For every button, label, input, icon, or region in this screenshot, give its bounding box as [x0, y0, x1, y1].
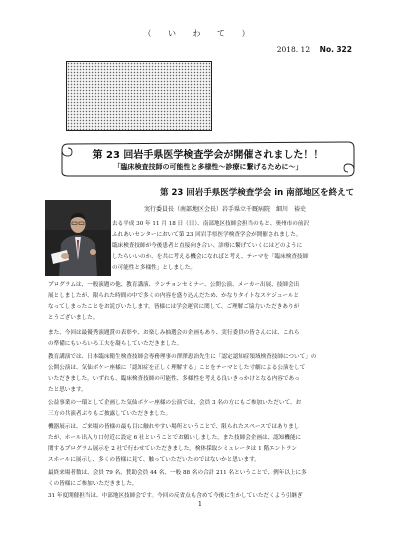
article-title: 第 23 回岩手県医学検査学会 in 南部地区を終えて	[160, 188, 355, 198]
body-line: 去る平成 30 年 11 月 18 日（日）、南部地区技師会担当のもと、奥州市の前沢	[112, 221, 310, 227]
article-author: 実行委員長（南部地区会長）岩手県立千厩病院 細川 裕史	[144, 206, 307, 213]
body-line: 関するプログラム展示を 2 社で行わせていただきました。検体採取シミュレータは 1 階エントラン	[48, 446, 298, 452]
body-line: 教育講演では、日本臨床衛生検査技師会専務理事の澤澤恵治先生に「認定認知症領域検査技師について」の	[48, 354, 317, 360]
body-line: いただきました。いずれも、臨床検査技師の可能性、多様性を考える良いきっかけとなる内容であっ	[48, 376, 300, 382]
body-line: の準備にもいろいろ工夫を凝らしていただきました。	[48, 341, 183, 347]
body-line: ふれあいセンターにおいて第 23 回岩手県医学検査学会が開催されました。	[112, 232, 302, 238]
headline-subtitle: 「臨床検査技師の可能性と多様性～診療に繋げるために～」	[113, 163, 303, 171]
body-line: 公益事業の一環として企画した気仙ボケー座様の公演では、会員 3 名の方にもご参加いただいて、お	[48, 400, 302, 406]
page-number: 1	[197, 500, 203, 508]
body-line: 三方の共演者ぶりもご披露していただきました。	[48, 411, 172, 417]
issue-number: 322	[336, 45, 352, 54]
issue-number-label: No.	[319, 45, 334, 54]
body-line: 展としましたが、限られた時間の中で多くの内容を盛り込んだため、かなりタイトなスケジュールと	[48, 293, 300, 299]
newsletter-masthead: （ い わ て ）	[143, 29, 257, 38]
body-line: 機器展示は、ご来場の皆様の最も目に触れやすい場所ということで、限られたスペースではありまし	[48, 424, 300, 430]
body-line: 最終来場者数は、会員 79 名、賛助会員 44 名、一般 88 名の合計 211 名ということで、例年以上に多	[48, 470, 307, 476]
body-line: したらいいのか、を共に考える機会になればと考え、テーマを「臨床検査技師	[112, 254, 309, 260]
body-line: の可能性と多様性」としました。	[112, 265, 196, 271]
body-line: また、今回は最優秀演題賞の表彰や、お楽しみ抽選会の企画もあり、実行委員の皆さんには、これら	[48, 330, 300, 336]
headline-title: 第 23 回岩手県医学検査学会が開催されました！！	[92, 150, 324, 161]
issue-date: 2018. 12	[276, 45, 311, 54]
body-line: 公開公演は、気仙ボケー座様に「認知症を正しく理解する」ことをテーマとした寸劇による公演をして	[48, 365, 306, 371]
body-line: スホールに展示し、多くの皆様に見て、触っていただいたのではないかと思います。	[48, 457, 260, 463]
body-line: くの皆様にご参加いただきました。	[48, 481, 138, 487]
body-line: とうございました。	[48, 315, 99, 321]
body-line: なってしまったことをお詫びいたします。皆様には学会運営に関して、ご理解ご協力いただきありが	[48, 304, 300, 310]
body-line: プログラムは、一般演題の他、教育講演、ランチョンセミナー、公開公演、メーカー出展、技師会出	[48, 282, 300, 288]
body-line: 臨床検査技師が今後患者と直接向き合い、診療に繋げていくにはどのように	[112, 243, 303, 249]
body-line: たと思います。	[48, 387, 87, 393]
body-line: 31 年度開催担当は、中部地区技師会です。今回の反省点も含めて今後に生かしていただくよう引継ぎ	[48, 493, 303, 499]
body-line: たが、ホール出入り口付近に設定 6 社ということでお願いしました。また技師会企画は、認知機能に	[48, 435, 302, 441]
